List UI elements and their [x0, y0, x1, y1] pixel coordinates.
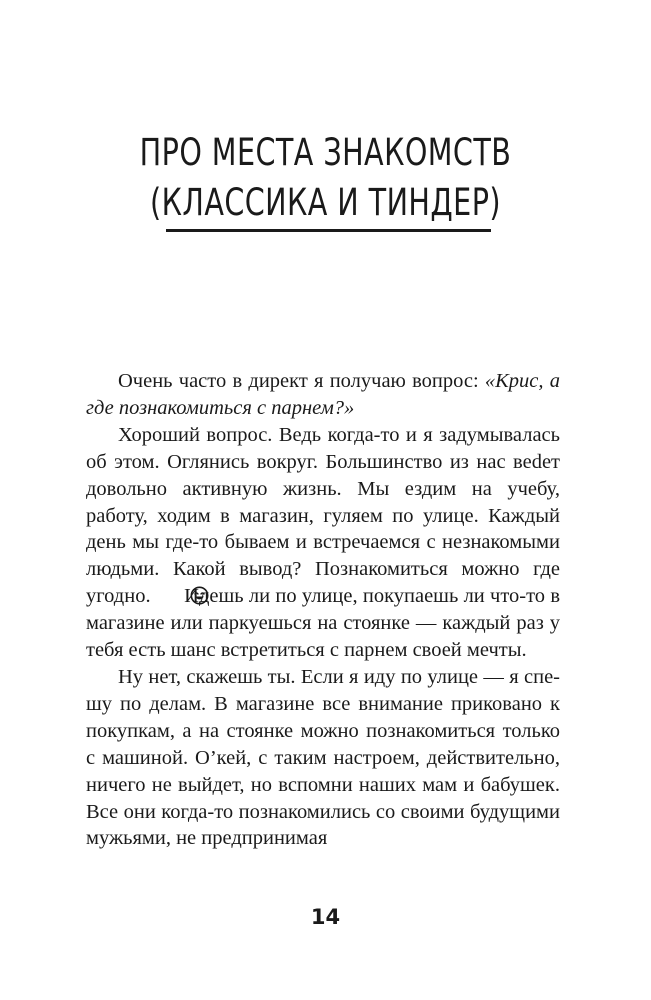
- paragraph-2: [86, 422, 560, 664]
- chapter-title-line-2: (КЛАССИКА И ТИНДЕР): [150, 181, 501, 224]
- chapter-title: [46, 128, 606, 228]
- title-underline-rule: [166, 229, 491, 232]
- paragraph-1: [86, 368, 560, 422]
- paragraph-1-text: Очень часто в директ я получаю вопрос:: [118, 370, 485, 392]
- paragraph-2-text-start: Хороший вопрос. Ведь когда-то и я задумывалась об этом. Оглянись вокруг. Большинство из нас веdет довольно активную жизнь. Мы ездим на учебу, работу, ходим в магазин, гуляем по улице. Каждый день мы где-то бываем и встречаемся с незнакомыми людьми. Какой вывод? Познакомиться можно где угодно.: [86, 423, 560, 608]
- chapter-title-line-1: ПРО МЕСТА ЗНАКОМСТВ: [139, 131, 512, 174]
- paragraph-2-text-end: Идешь ли по улице, покупаешь ли что-то в магазине или паркуешься на стоянке — каждый раз у тебя есть шанс встретиться с парнем своей мечты.: [86, 585, 560, 662]
- laughing-face-icon: [158, 586, 177, 605]
- paragraph-3: Ну нет, скажешь ты. Если я иду по улице — я спешу по делам. В магазине все внимание приковано к покупкам, а на стоянке можно познакомиться только с машиной. О’кей, с таким настроем, действительно, ничего не выйдет, но вспомни наших мам и бабушек. Все они когда-то познакомились со своими будущими мужьями, не предпринимая: [86, 665, 560, 850]
- body-text: [86, 368, 560, 852]
- page-number: 14: [310, 905, 341, 929]
- paragraph-1-quote: «Крис, а где познакомиться с парнем?»: [86, 370, 560, 419]
